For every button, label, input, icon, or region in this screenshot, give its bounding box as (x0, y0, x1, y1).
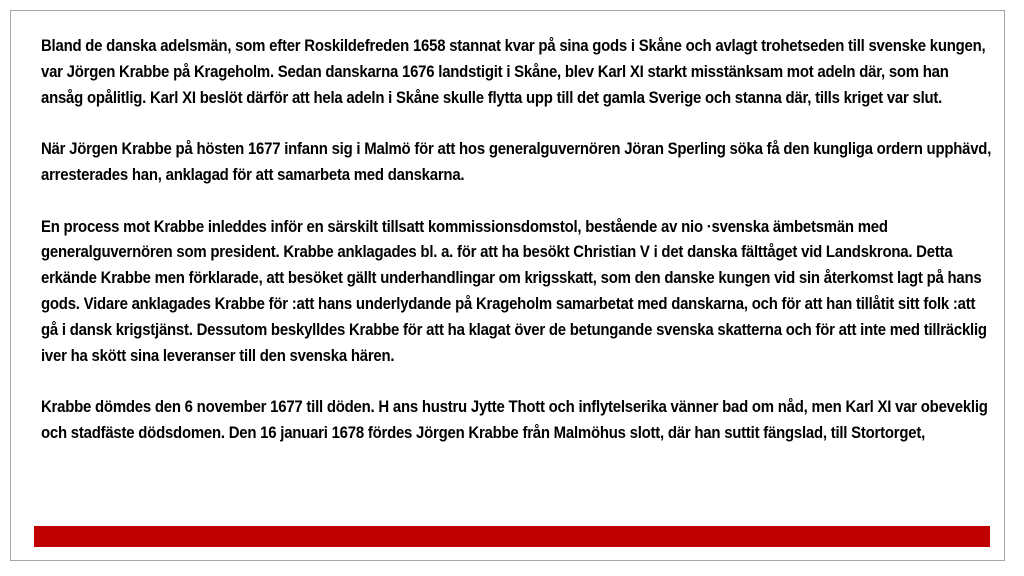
paragraph-1: Bland de danska adelsmän, som efter Roskildefreden 1658 stannat kvar på sina gods i Skåne och avlagt trohetseden till svenske kungen, var Jörgen Krabbe på Krageholm. Sedan danskarna 1676 landstigit i Skåne, blev Karl XI starkt misstänksam mot adeln där, som han ansåg opålitlig. Karl XI beslöt därför att hela adeln i Skåne skulle flytta upp till det gamla Sverige och stanna där, tills kriget var slut. (41, 36, 986, 107)
text-body (41, 33, 991, 446)
paragraph-3: En process mot Krabbe inleddes inför en särskilt tillsatt kommissionsdomstol, bestående av nio ·svenska ämbetsmän med generalguvernören som president. Krabbe anklagades bl. a. för att ha besökt Christian V i det danska fälttåget vid Landskrona. Detta erkände Krabbe men förklarade, att besöket gällt underhandlingar om krigsskatt, som den danske kungen vid sin återkomst lagt på hans gods. Vidare anklagades Krabbe för :att hans underlydande på Krageholm samarbetat med danskarna, och för att han tillåtit sitt folk :att gå i dansk krigstjänst. Dessutom beskylldes Krabbe för att ha klagat över de betungande svenska skatterna och för att inte med tillräcklig iver ha skött sina leveranser till den svenska hären. (41, 216, 987, 365)
accent-bar (34, 526, 990, 547)
paragraph-2: När Jörgen Krabbe på hösten 1677 infann sig i Malmö för att hos generalguvernören Jöran Sperling söka få den kungliga ordern upphävd, arresterades han, anklagad för att samarbeta med danskarna. (41, 139, 992, 184)
paragraph-4: Krabbe dömdes den 6 november 1677 till döden. H ans hustru Jytte Thott och inflytelserika vänner bad om nåd, men Karl XI var obeveklig och stadfäste dödsdomen. Den 16 januari 1678 fördes Jörgen Krabbe från Malmöhus slott, där han suttit fängslad, till Stortorget, (41, 397, 988, 442)
